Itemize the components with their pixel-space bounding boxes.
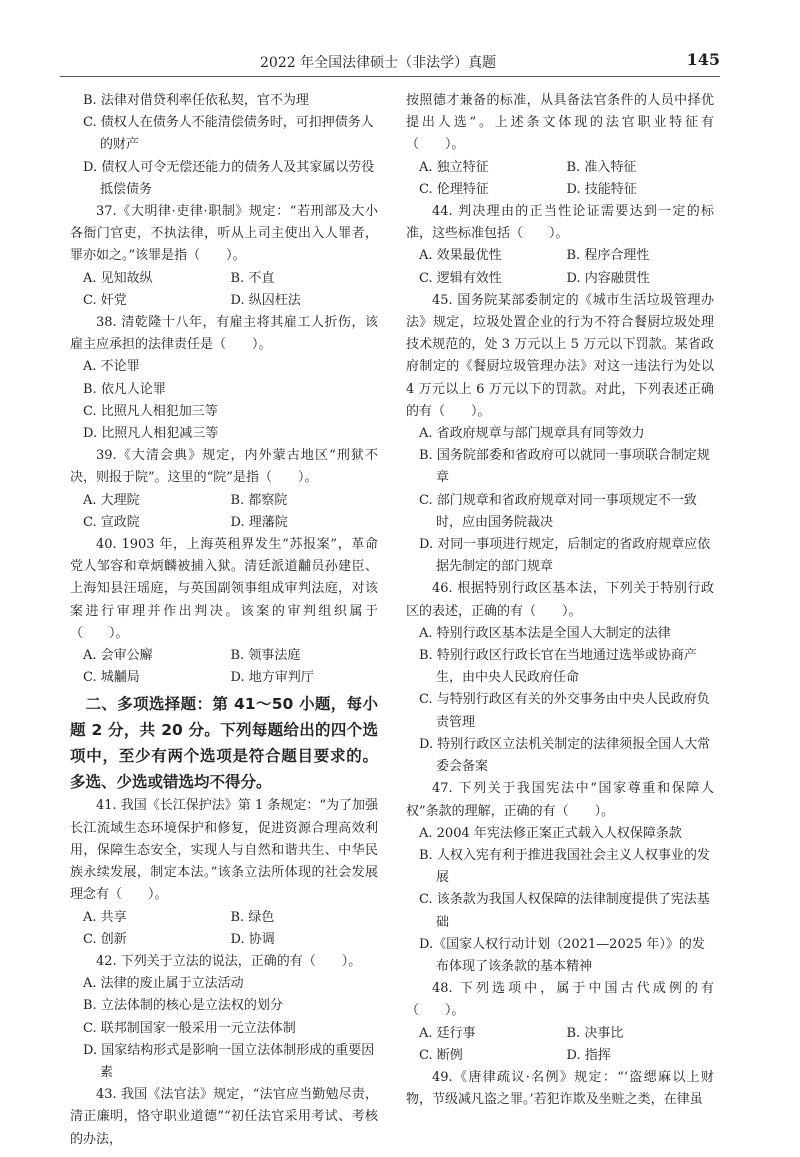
option: B. 特别行政区行政长官在当地通过选举或协商产生，由中央人民政府任命 — [419, 648, 697, 686]
option: A. 2004 年宪法修正案正式载入人权保障条款 — [419, 825, 682, 841]
option: B. 国务院部委和省政府可以就同一事项联合制定规章 — [419, 448, 710, 486]
option: C. 逻辑有效性 — [419, 270, 502, 286]
options-row — [70, 268, 378, 290]
option: C. 伦理特征 — [419, 181, 489, 197]
option: D. 纵囚枉法 — [230, 292, 301, 308]
option: A. 见知故纵 — [83, 270, 153, 286]
question-49: 49.《唐律疏议·名例》规定：“‘盗缌麻以上财物，节级减凡盗之罪。’若犯诈欺及坐赃之类，在律虽 — [406, 1069, 714, 1108]
options-row — [70, 645, 378, 667]
option: C. 联邦制国家一般采用一元立法体制 — [83, 1020, 296, 1036]
options-row — [406, 268, 714, 290]
option: D. 技能特征 — [566, 181, 637, 197]
options-row — [70, 490, 378, 512]
option: B. 不直 — [230, 270, 275, 286]
option: D. 地方审判厅 — [230, 670, 314, 686]
question-45: 45. 国务院某部委制定的《城市生活垃圾管理办法》规定，垃圾处置企业的行为不符合餐厨垃圾处理技术规范的，处 3 万元以上 5 万元以下罚款。某省政府制定的《餐厨垃圾管理办法》对这一违法行为处以 4 万元以上 6 万元以下的罚款。对此，下列表述正确的有（ ）。 — [406, 292, 714, 419]
question-42: 42. 下列关于立法的说法，正确的有（ ）。 — [96, 953, 362, 969]
option: D. 对同一事项进行规定，后制定的省政府规章应依据先制定的部门规章 — [419, 537, 711, 575]
option: D.《国家人权行动计划（2021—2025 年）》的发布体现了该条款的基本精神 — [419, 936, 705, 974]
option: C. 该条款为我国人权保障的法律制度提供了宪法基础 — [419, 892, 710, 930]
option: C. 断例 — [419, 1047, 463, 1063]
option: C. 宣政院 — [83, 514, 140, 530]
option: B. 程序合理性 — [566, 248, 650, 264]
option: A. 效果最优性 — [419, 248, 502, 264]
option: C. 与特别行政区有关的外交事务由中央人民政府负责管理 — [419, 692, 710, 730]
page-number: 145 — [686, 50, 720, 69]
option: A. 省政府规章与部门规章具有同等效力 — [419, 426, 645, 442]
header-title: 2022 年全国法律硕士（非法学）真题 — [260, 55, 497, 71]
question-41: 41. 我国《长江保护法》第 1 条规定：“为了加强长江流域生态环境保护和修复，促进资源合理高效利用，保障生态安全，实现人与自然和谐共生、中华民族永续发展，制定本法。”该条立法所体现的社会发展理念有（ ）。 — [70, 798, 378, 903]
right-column — [406, 90, 714, 1111]
option: B. 法律对借贷利率任依私契，官不为理 — [83, 93, 309, 108]
option: D. 比照凡人相犯减三等 — [83, 426, 219, 442]
options-row — [406, 1045, 714, 1067]
option: B. 决事比 — [566, 1025, 624, 1041]
option: B. 人权入宪有利于推进我国社会主义人权事业的发展 — [419, 847, 710, 886]
option: B. 依凡人论罪 — [83, 381, 166, 397]
options-row — [70, 290, 378, 312]
options-row — [70, 512, 378, 534]
question-43: 43. 我国《法官法》规定，“法官应当勤勉尽责，清正廉明，恪守职业道德”“初任法官采用考试、考核的办法， — [70, 1087, 378, 1147]
question-47: 47. 下列关于我国宪法中“国家尊重和保障人权”条款的理解，正确的有（ ）。 — [406, 781, 714, 819]
option: B. 绿色 — [230, 909, 275, 925]
option: B. 准入特征 — [566, 159, 637, 175]
option: A. 大理院 — [83, 492, 140, 508]
option: A. 特别行政区基本法是全国人大制定的法律 — [419, 625, 671, 641]
option: C. 创新 — [83, 931, 127, 947]
option: A. 廷行事 — [419, 1025, 476, 1041]
question-43-continued: 按照德才兼备的标准，从具备法官条件的人员中择优提出人选”。上述条文体现的法官职业特征有（ ）。 — [406, 93, 714, 153]
option: A. 法律的废止属于立法活动 — [83, 976, 244, 992]
options-row — [406, 1023, 714, 1045]
option: C. 债权人在债务人不能清偿债务时，可扣押债务人的财产 — [83, 115, 374, 153]
option: C. 部门规章和省政府规章对同一事项规定不一致时，应由国务院裁决 — [419, 492, 697, 530]
option: C. 城黼局 — [83, 670, 140, 686]
option: D. 内容融贯性 — [566, 270, 650, 286]
options-row — [406, 245, 714, 267]
question-38: 38. 清乾隆十八年，有雇主将其雇工人折伤，该雇主应承担的法律责任是（ ）。 — [70, 315, 378, 353]
options-row — [70, 667, 378, 689]
question-39: 39.《大清会典》规定，内外蒙古地区“刑狱不决，则报于院”。这里的“院”是指（ ）。 — [70, 448, 378, 486]
option: B. 立法体制的核心是立法权的划分 — [83, 998, 283, 1014]
options-row — [70, 929, 378, 951]
option: D. 协调 — [230, 931, 275, 947]
options-row — [406, 157, 714, 179]
section-heading: 二、多项选择题：第 41～50 小题，每小题 2 分，共 20 分。下列每题给出的四个选项中，至少有两个选项是符合题目要求的。多选、少选或错选均不得分。 — [70, 695, 378, 792]
option: B. 领事法庭 — [230, 648, 301, 664]
option: D. 债权人可令无偿还能力的债务人及其家属以劳役抵偿债务 — [83, 159, 375, 197]
option: A. 会审公廨 — [83, 648, 153, 664]
options-row — [406, 179, 714, 201]
left-column — [70, 90, 378, 1151]
options-row — [70, 907, 378, 929]
option: A. 共享 — [83, 909, 127, 925]
option: D. 理藩院 — [230, 514, 288, 530]
question-46: 46. 根据特别行政区基本法，下列关于特别行政区的表述，正确的有（ ）。 — [406, 581, 714, 619]
header-rule — [60, 76, 720, 77]
page-header — [60, 50, 720, 74]
option: A. 不论罪 — [83, 359, 140, 375]
option: C. 奸党 — [83, 292, 127, 308]
question-40: 40. 1903 年，上海英租界发生“苏报案”，革命党人邹容和章炳麟被捕入狱。清廷派道黼员孙建臣、上海知县汪瑶庭，与英国副领事组成审判法庭，对该案进行审理并作出判决。该案的审判组织属于（ ）。 — [70, 537, 378, 641]
option: D. 指挥 — [566, 1047, 611, 1063]
option: A. 独立特征 — [419, 159, 489, 175]
question-44: 44. 判决理由的正当性论证需要达到一定的标准，这些标准包括（ ）。 — [406, 204, 714, 242]
option: D. 特别行政区立法机关制定的法律须报全国人大常委会备案 — [419, 736, 711, 775]
question-48: 48. 下列选项中，属于中国古代成例的有（ ）。 — [406, 981, 714, 1019]
option: B. 都察院 — [230, 492, 288, 508]
question-37: 37.《大明律·吏律·职制》规定：“若刑部及大小各衙门官吏，不执法律，听从上司主使出入人罪者，罪亦如之。”该罪是指（ ）。 — [70, 204, 378, 264]
option: D. 国家结构形式是影响一国立法体制形成的重要因素 — [83, 1042, 375, 1080]
option: C. 比照凡人相犯加三等 — [83, 403, 218, 419]
